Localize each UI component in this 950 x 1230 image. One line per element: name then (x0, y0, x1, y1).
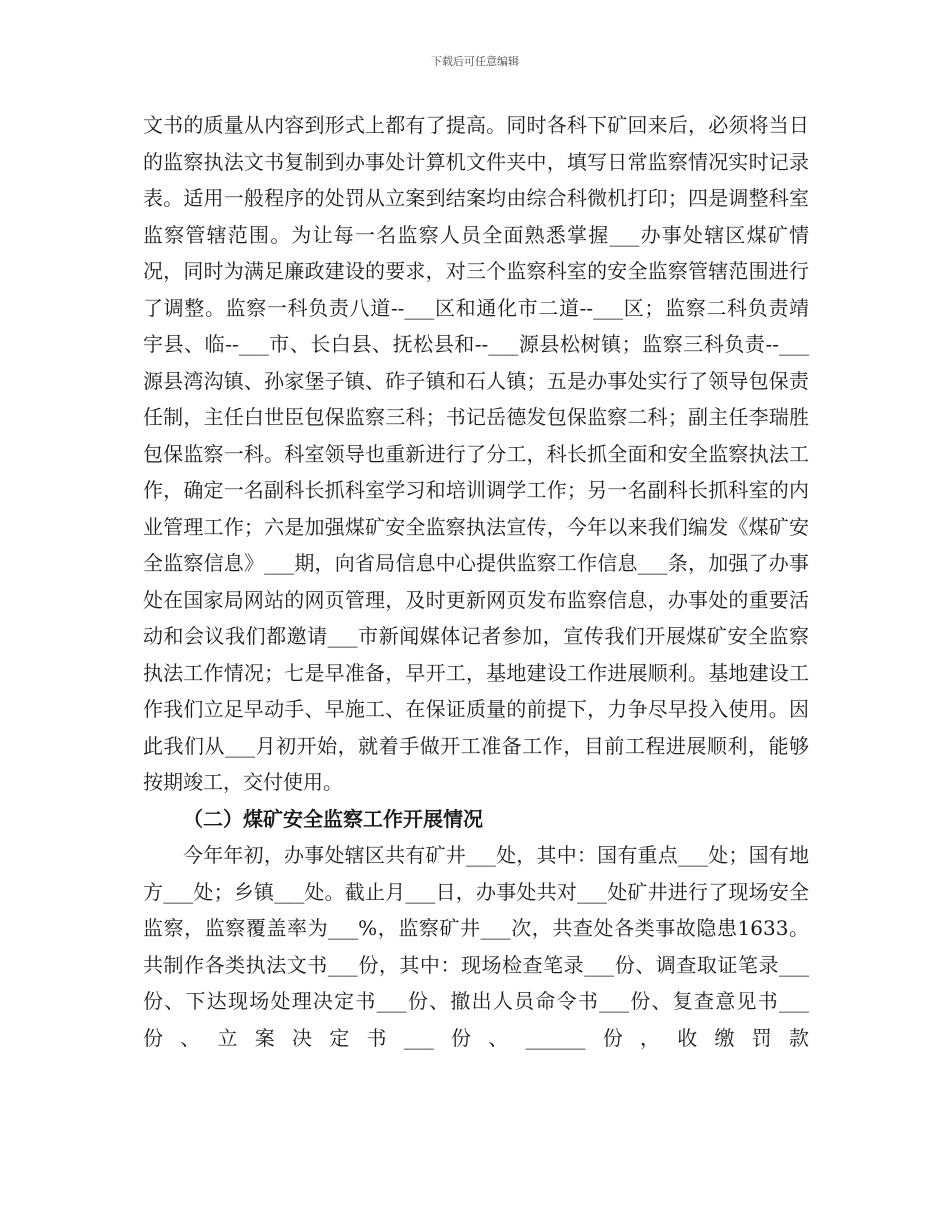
document-body (143, 107, 809, 1056)
section-heading: （二）煤矿安全监察工作开展情况 (183, 806, 483, 831)
page-header: 下载后可任意编辑 (431, 55, 519, 68)
body-paragraph-1: 文书的质量从内容到形式上都有了提高。同时各科下矿回来后，必须将当日的监察执法文书复制到办事处计算机文件夹中，填写日常监察情况实时记录表。适用一般程序的处罚从立案到结案均由综合科微机打印；四是调整科室监察管辖范围。为让每一名监察人员全面熟悉掌握___办事处辖区煤矿情况，同时为满足廉政建设的要求，对三个监察科室的安全监察管辖范围进行了调整。监察一科负责八道--___区和通化市二道--___区；监察二科负责靖宇县、临--___市、长白县、抚松县和--___源县松树镇；监察三科负责--___源县湾沟镇、孙家堡子镇、砟子镇和石人镇；五是办事处实行了领导包保责任制，主任白世臣包保监察三科；书记岳德发包保监察二科；副主任李瑞胜包保监察一科。科室领导也重新进行了分工，科长抓全面和安全监察执法工作，确定一名副科长抓科室学习和培训调学工作；另一名副科长抓科室的内业管理工作；六是加强煤矿安全监察执法宣传，今年以来我们编发《煤矿安全监察信息》___期，向省局信息中心提供监察工作信息___条，加强了办事处在国家局网站的网页管理，及时更新网页发布监察信息，办事处的重要活动和会议我们都邀请___市新闻媒体记者参加，宣传我们开展煤矿安全监察执法工作情况；七是早准备，早开工，基地建设工作进展顺利。基地建设工作我们立足早动手、早施工、在保证质量的前提下，力争尽早投入使用。因此我们从___月初开始，就着手做开工准备工作，目前工程进展顺利，能够按期竣工，交付使用。 (143, 113, 809, 794)
body-paragraph-2: 今年年初，办事处辖区共有矿井___处，其中：国有重点___处；国有地方___处；乡镇___处。截止月___日，办事处共对___处矿井进行了现场安全监察，监察覆盖率为___%，监察矿井___次，共查处各类事故隐患1633。共制作各类执法文书___份，其中：现场检查笔录___份、调查取证笔录___份、下达现场处理决定书___份、撤出人员命令书___份、复查意见书___份、立案决定书___份、______份，收缴罚款 (143, 843, 809, 1050)
